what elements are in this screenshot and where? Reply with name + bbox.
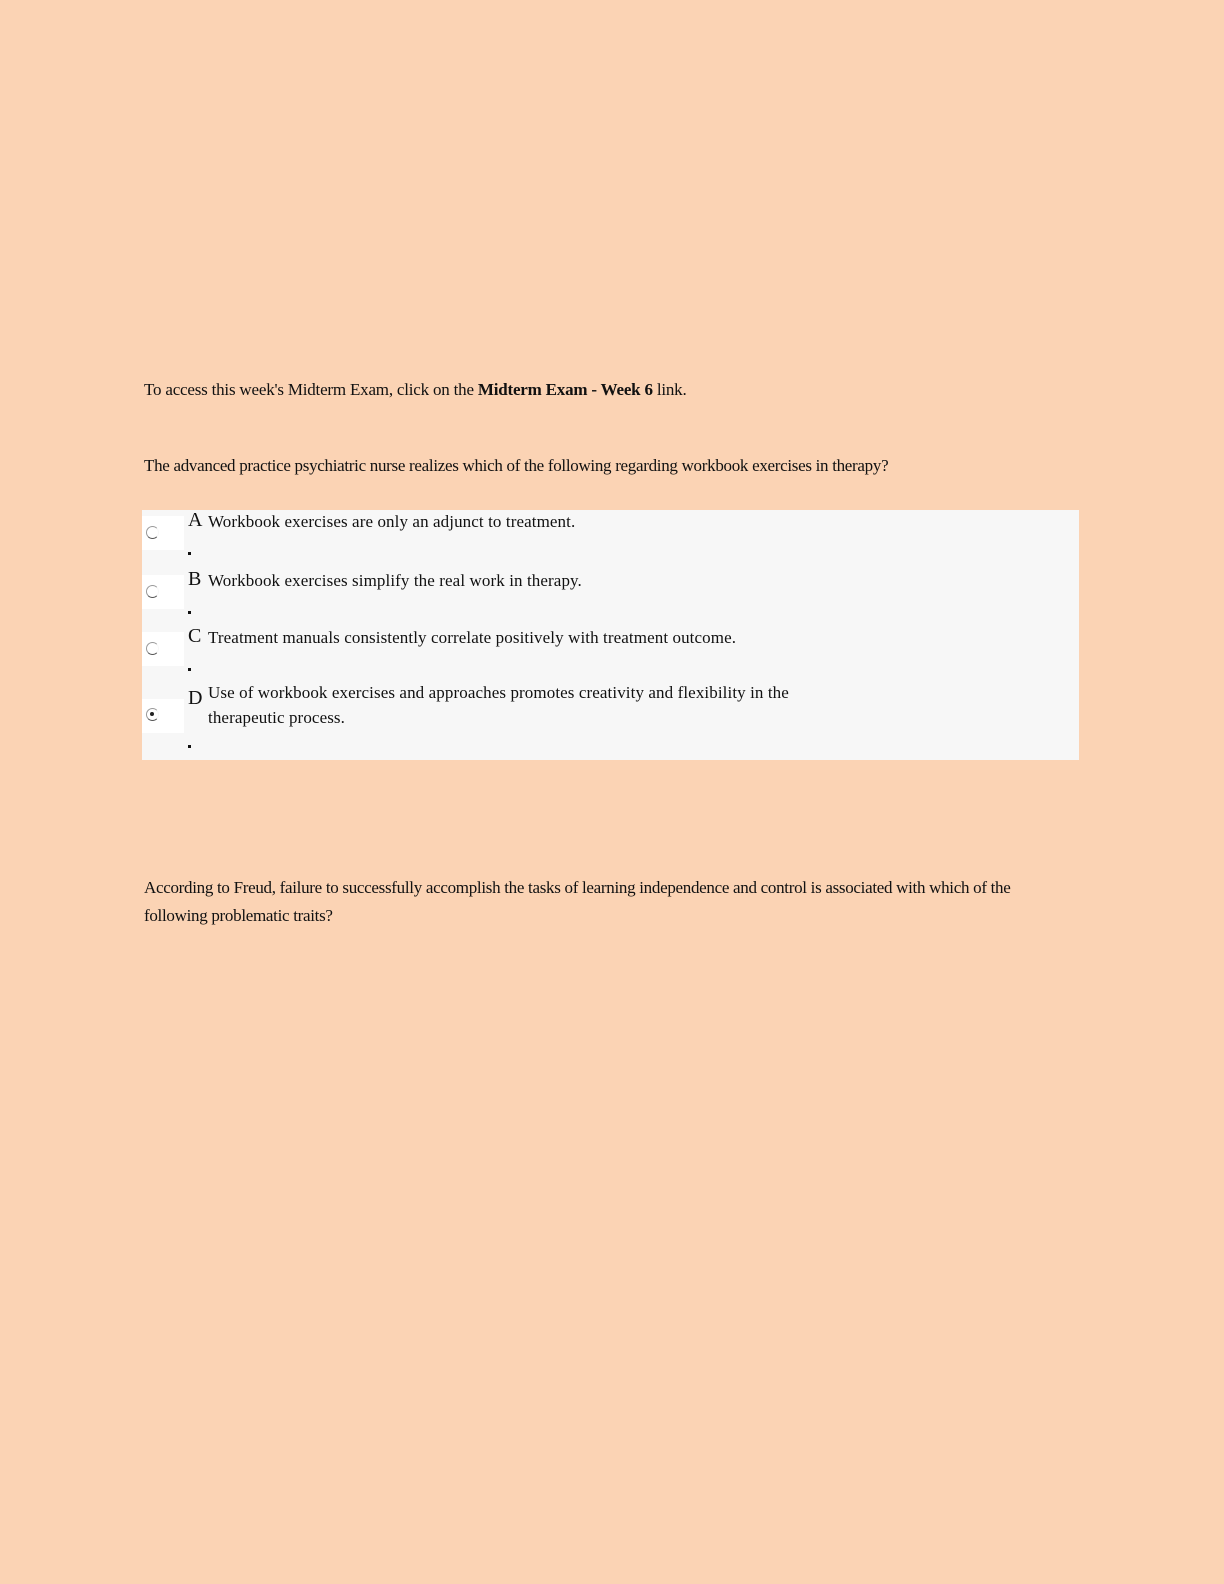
option-text: Treatment manuals consistently correlate positively with treatment outcome. [208,628,737,647]
radio-c[interactable] [146,642,159,655]
midterm-exam-link[interactable]: Midterm Exam - Week 6 [477,380,653,399]
bullet-dot [188,611,191,614]
option-letter: A [188,509,203,531]
radio-d[interactable] [146,708,159,721]
option-letter: D [188,687,203,709]
bullet-dot [188,668,191,671]
answer-option-a[interactable] [142,510,1079,570]
radio-a[interactable] [146,526,159,539]
answer-option-c[interactable] [142,626,1079,682]
question-1-text: The advanced practice psychiatric nurse realizes which of the following regarding workbook exercises in therapy? [144,456,889,475]
answer-options [142,510,1079,760]
option-text: Workbook exercises are only an adjunct to treatment. [208,512,576,531]
bullet-dot [188,552,191,555]
intro-suffix: link. [652,380,687,399]
option-letter: C [188,625,202,647]
bullet-dot [188,745,191,748]
option-letter: B [188,568,202,590]
option-text: Workbook exercises simplify the real work in therapy. [208,571,582,590]
intro-prefix: To access this week's Midterm Exam, click on the [144,380,478,399]
answer-option-b[interactable] [142,569,1079,627]
answer-option-d[interactable] [142,681,1079,759]
radio-b[interactable] [146,585,159,598]
exam-instructions [144,380,687,400]
option-text: Use of workbook exercises and approaches promotes creativity and flexibility in the therapeutic process. [208,683,789,727]
question-2-text: According to Freud, failure to successfully accomplish the tasks of learning independence and control is associated with which of the following problematic traits? [144,878,1011,925]
